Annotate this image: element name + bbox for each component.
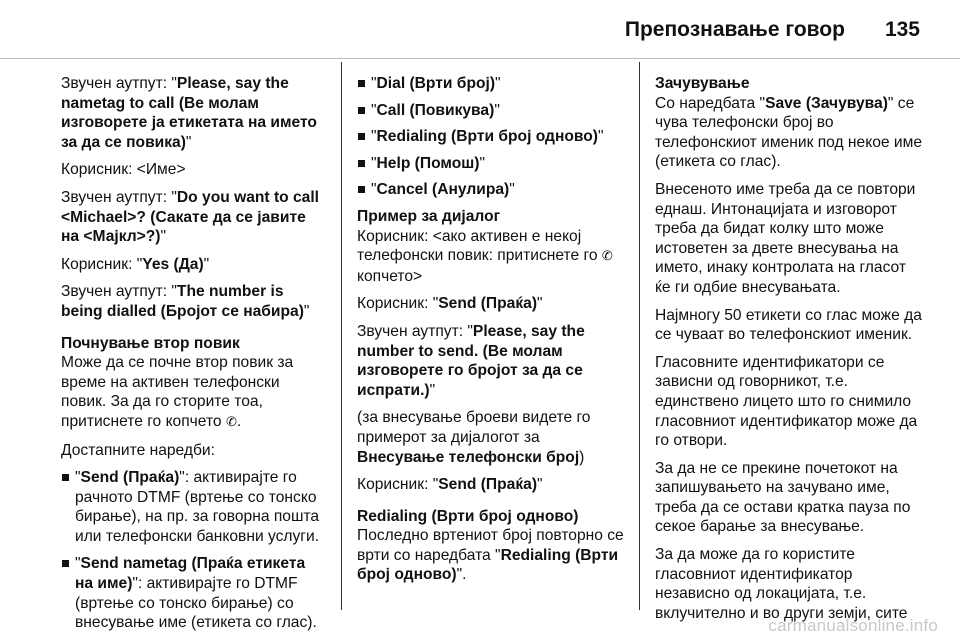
section-heading: Пример за дијалог bbox=[357, 207, 501, 225]
list-item: "Send nametag (Праќа етикета на име)": активирајте го DTMF (вртење со тонско бирање) со внесување име (етикета со глас). bbox=[61, 554, 327, 632]
column-divider bbox=[639, 62, 640, 610]
header-rule bbox=[0, 58, 960, 59]
list-item: "Dial (Врти број)" bbox=[357, 74, 625, 94]
paragraph: Достапните наредби: bbox=[61, 441, 215, 459]
list-item: "Redialing (Врти број одново)" bbox=[357, 127, 625, 147]
paragraph: Може да се почне втор повик за време на активен телефонски повик. За да го сторите тоа, притиснете го копчето ✆. bbox=[61, 354, 294, 430]
paragraph: (за внесување броеви видете го примерот за дијалогот за Внесување телефонски број) bbox=[357, 409, 591, 466]
paragraph: Најмногу 50 етикети со глас може да се чуваат во телефонскиот именик. bbox=[655, 306, 922, 344]
paragraph: Внесеното име треба да се повтори еднаш. Интонацијата и изговорот треба да бидат колку што може истоветен за двете внесувања на името, инаку контролата на гласот ќе ги одбие внесувањата. bbox=[655, 180, 916, 296]
section-heading: Зачувување bbox=[655, 75, 750, 92]
section-heading: Почнување втор повик bbox=[61, 334, 240, 352]
paragraph: Корисник: <ако активен е некој телефонски повик: притиснете го ✆ копчето> bbox=[357, 227, 613, 285]
paragraph: Звучен аутпут: "The number is being dialled (Бројот се набира)" bbox=[61, 283, 310, 320]
list-item: "Send (Праќа)": активирајте го рачното DTMF (вртење со тонско бирање), на пр. за говорна пошта или телефонски банковни услуги. bbox=[61, 468, 327, 546]
column-divider bbox=[341, 62, 342, 610]
paragraph: Корисник: "Yes (Да)" bbox=[61, 255, 210, 273]
page-number: 135 bbox=[884, 18, 920, 41]
watermark: carmanualsonline.info bbox=[768, 616, 938, 635]
paragraph: Корисник: "Send (Праќа)" bbox=[357, 476, 543, 494]
paragraph: Звучен аутпут: "Please, say the nametag to call (Ве молам изговорете ја етикетата на името за да се повика)" bbox=[61, 75, 317, 151]
column-2 bbox=[357, 74, 625, 593]
paragraph: Звучен аутпут: "Do you want to call <Michael>? (Сакате да се јавите на <Мајкл>?)" bbox=[61, 188, 320, 246]
phone-icon: ✆ bbox=[225, 414, 237, 430]
paragraph: За да не се прекине почетокот на запишувањето на зачувано име, треба да се остави кратка пауза по секое барање за внесување. bbox=[655, 459, 911, 536]
list-item: "Cancel (Анулира)" bbox=[357, 180, 625, 200]
paragraph: Последно вртениот број повторно се врти со наредбата "Redialing (Врти број одново)". bbox=[357, 527, 624, 584]
paragraph: Звучен аутпут: "Please, say the number to send. (Ве молам изговорете го бројот за да се испрати.)" bbox=[357, 322, 585, 399]
list-item: "Help (Помош)" bbox=[357, 154, 625, 174]
page-title: Препознавање говор bbox=[624, 18, 845, 41]
column-1 bbox=[61, 74, 327, 641]
section-heading: Redialing (Врти број одново) bbox=[357, 507, 579, 525]
paragraph: За да може да го користите гласовниот идентификатор независно од локацијата, т.е. вклучително и во други земји, сите bbox=[655, 546, 908, 622]
page-header bbox=[0, 18, 920, 42]
phone-icon: ✆ bbox=[601, 249, 613, 265]
list-item: "Call (Повикува)" bbox=[357, 101, 625, 121]
command-list bbox=[357, 74, 625, 200]
paragraph: Со наредбата "Save (Зачувува)" се чува телефонски број во телефонскиот именик под некое име (етикета со глас). bbox=[655, 94, 922, 171]
paragraph: Корисник: "Send (Праќа)" bbox=[357, 295, 543, 313]
paragraph: Гласовните идентификатори се зависни од говорникот, т.е. единствено лицето што го снимило гласовниот идентификатор може да го отвори. bbox=[655, 353, 918, 450]
column-3 bbox=[655, 74, 925, 631]
paragraph: Корисник: <Име> bbox=[61, 161, 186, 179]
